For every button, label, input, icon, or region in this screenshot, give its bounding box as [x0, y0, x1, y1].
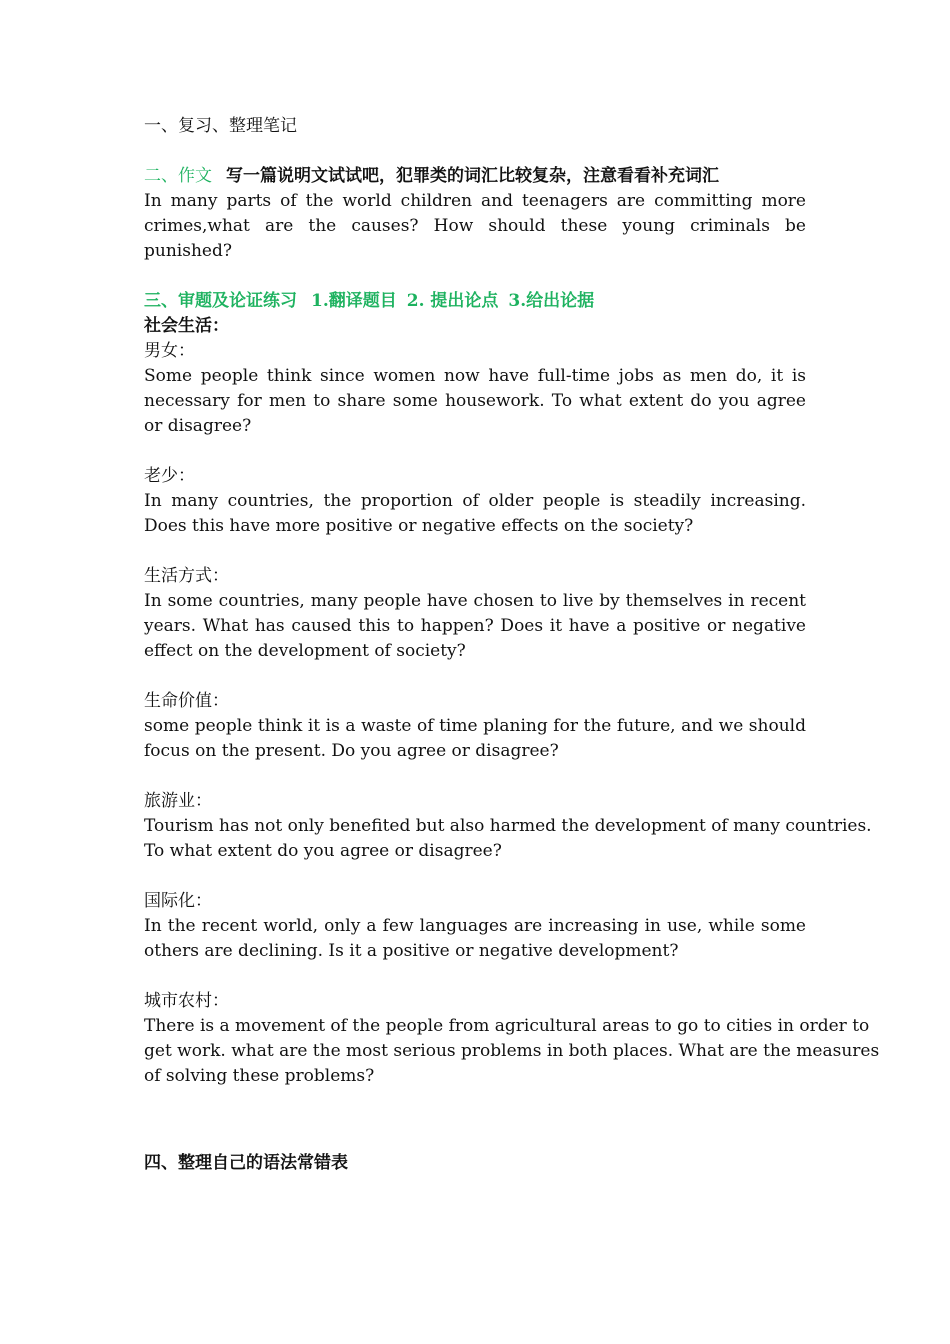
spacer: [144, 764, 806, 789]
topic-label-age: 老少：: [144, 466, 195, 486]
section3-category: 社会生活：: [144, 316, 229, 336]
document-page: [144, 114, 880, 1176]
spacer: [144, 964, 806, 989]
spacer: [144, 264, 806, 289]
topic-text-globalization: In the recent world, only a few languages are increasing in use, while some others are declining. Is it a positive or negative development?: [144, 916, 806, 961]
topic-text-gender: Some people think since women now have full-time jobs as men do, it is necessary for men to share some housework. To what extent do you agree or disagree?: [144, 366, 806, 436]
topic-text-urban-rural-line1: There is a movement of the people from agricultural areas to go to cities in order to: [144, 1016, 870, 1036]
topic-label-urban-rural: 城市农村：: [144, 991, 229, 1011]
spacer: [144, 864, 806, 889]
section3-step3: 3.给出论据: [508, 291, 595, 311]
topic-text-tourism-line2: To what extent do you agree or disagree?: [144, 841, 502, 861]
section2-heading-green: 二、作文: [144, 166, 212, 186]
section1-heading: 一、复习、整理笔记: [144, 116, 297, 136]
topic-text-tourism-line1: Tourism has not only benefited but also harmed the development of many countries.: [144, 816, 872, 836]
section3-step1: 1.翻译题目: [311, 291, 397, 311]
spacer: [144, 139, 806, 164]
topic-text-urban-rural-line3: of solving these problems?: [144, 1066, 375, 1086]
topic-label-globalization: 国际化：: [144, 891, 212, 911]
spacer: [144, 439, 806, 464]
section2-heading: [144, 164, 806, 189]
spacer: [144, 1089, 806, 1114]
section3-step2: 2. 提出论点: [406, 291, 499, 311]
spacer: [144, 664, 806, 689]
topic-label-tourism: 旅游业：: [144, 791, 212, 811]
topic-label-gender: 男女：: [144, 341, 195, 361]
section3-heading-main: 三、审题及论证练习: [144, 291, 297, 311]
spacer: [144, 539, 806, 564]
topic-label-life-value: 生命价值：: [144, 691, 229, 711]
section3-heading: [144, 289, 806, 314]
topic-text-lifestyle: In some countries, many people have chosen to live by themselves in recent years. What has caused this to happen? Does it have a positive or negative effect on the development of society?: [144, 591, 806, 661]
section4-heading: 四、整理自己的语法常错表: [144, 1153, 348, 1173]
topic-text-urban-rural-line2: get work. what are the most serious problems in both places. What are the measures: [144, 1041, 880, 1061]
topic-text-life-value: some people think it is a waste of time planing for the future, and we should focus on the present. Do you agree or disagree?: [144, 716, 806, 761]
topic-text-age: In many countries, the proportion of older people is steadily increasing. Does this have more positive or negative effects on the society?: [144, 491, 806, 536]
section2-heading-instruction: 写一篇说明文试试吧，犯罪类的词汇比较复杂，注意看看补充词汇: [226, 166, 719, 186]
spacer: [144, 1114, 806, 1151]
topic-label-lifestyle: 生活方式：: [144, 566, 229, 586]
section2-essay-prompt: In many parts of the world children and teenagers are committing more crimes,what are the causes? How should these young criminals be punished?: [144, 191, 806, 261]
